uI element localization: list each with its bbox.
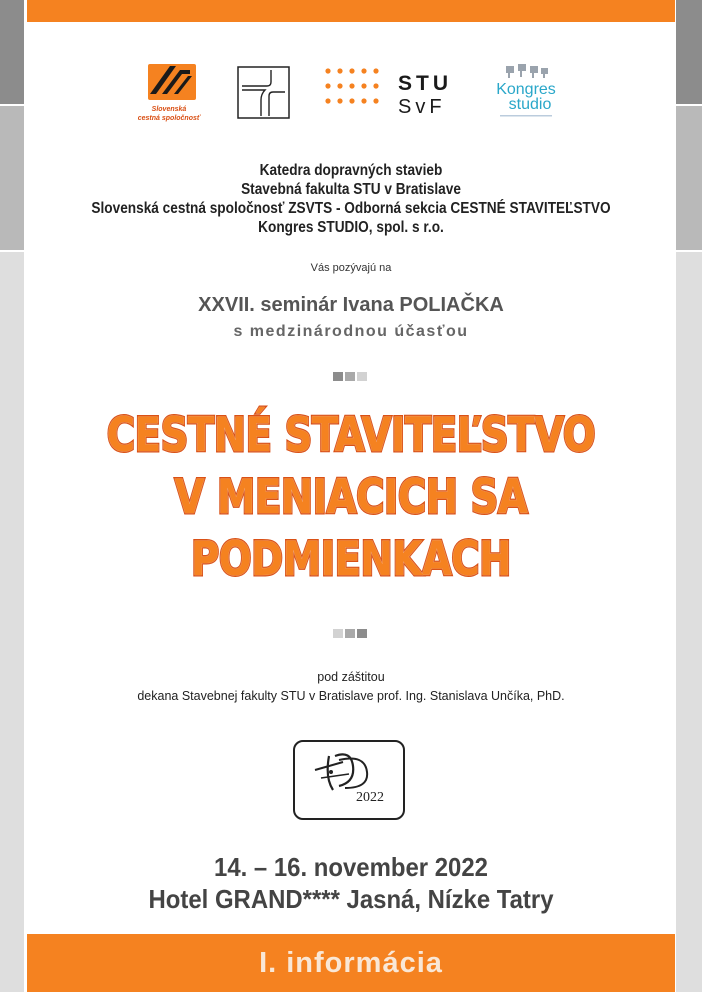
emblem-year: 2022 bbox=[356, 790, 384, 805]
organizer-line: Slovenská cestná spoločnosť ZSVTS - Odborná sekcia CESTNÉ STAVITEĽSTVO bbox=[91, 200, 611, 217]
organizer-line: Stavebná fakulta STU v Bratislave bbox=[241, 181, 461, 198]
invite-text: Vás pozývajú na bbox=[310, 262, 392, 274]
title-line: CESTNÉ STAVITEĽSTVO bbox=[106, 408, 596, 463]
main-title bbox=[0, 405, 702, 591]
svg-text:Slovenská: Slovenská bbox=[151, 106, 187, 113]
title-line: PODMIENKACH bbox=[190, 532, 512, 587]
organizer-line: Kongres STUDIO, spol. s r.o. bbox=[258, 219, 444, 236]
kongres-studio-logo bbox=[488, 62, 564, 122]
svg-text:Kongres: Kongres bbox=[496, 81, 556, 98]
patronage-name: dekana Stavebnej fakulty STU v Bratislave prof. Ing. Stanislava Unčíka, PhD. bbox=[137, 689, 565, 703]
organizers-block bbox=[42, 161, 660, 237]
divider-squares bbox=[333, 629, 369, 638]
seminar-title: XXVII. seminár Ivana POLIAČKA bbox=[198, 294, 504, 316]
faculty-logo bbox=[237, 66, 290, 119]
footer-label: I. informácia bbox=[259, 946, 443, 979]
seminar-emblem bbox=[293, 740, 405, 820]
top-orange-bar bbox=[27, 0, 675, 22]
footer-bar bbox=[27, 934, 675, 992]
event-dates: 14. – 16. november 2022 bbox=[214, 852, 488, 882]
svg-text:cestná spoločnosť: cestná spoločnosť bbox=[137, 115, 201, 122]
title-line: V MENIACICH SA bbox=[174, 470, 528, 525]
seminar-subtitle: s medzinárodnou účasťou bbox=[233, 323, 469, 340]
stu-svf-logo bbox=[324, 66, 454, 116]
logo-row bbox=[0, 58, 702, 122]
svg-text:SvF: SvF bbox=[398, 96, 446, 116]
organizer-line: Katedra dopravných stavieb bbox=[259, 162, 443, 179]
event-venue: Hotel GRAND**** Jasná, Nízke Tatry bbox=[148, 884, 554, 914]
patronage-label: pod záštitou bbox=[317, 670, 385, 684]
svg-text:studio: studio bbox=[508, 96, 552, 113]
svg-text:STU: STU bbox=[398, 72, 452, 95]
patronage-block bbox=[0, 668, 702, 706]
scs-logo bbox=[136, 60, 202, 124]
divider-squares bbox=[333, 372, 369, 381]
